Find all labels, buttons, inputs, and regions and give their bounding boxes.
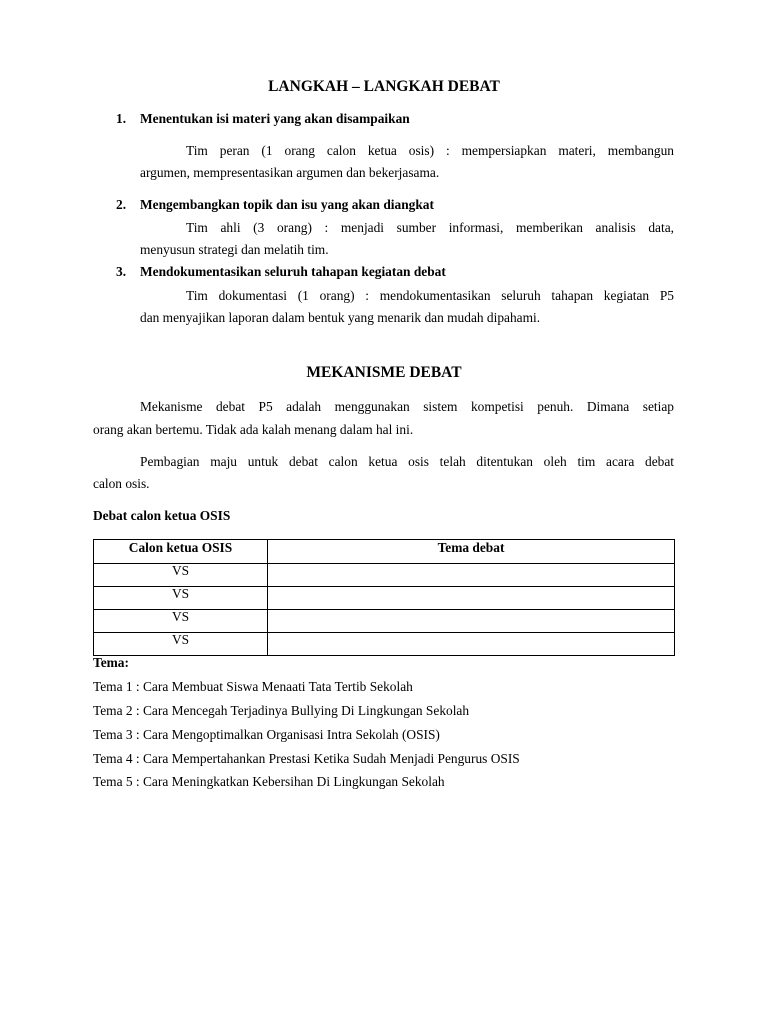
step-3-number: 3. bbox=[116, 264, 127, 279]
candidate-cell: VS bbox=[94, 587, 268, 610]
table-header-row bbox=[94, 540, 675, 564]
step-2-text-line1: Tim ahli (3 orang) : menjadi sumber informasi, memberikan analisis data, bbox=[186, 220, 674, 235]
step-2-number: 2. bbox=[116, 197, 127, 212]
theme-item-1: Tema 1 : Cara Membuat Siswa Menaati Tata Tertib Sekolah bbox=[93, 679, 413, 694]
mechanism-paragraph-2-line1: Pembagian maju untuk debat calon ketua osis telah ditentukan oleh tim acara debat bbox=[140, 454, 674, 469]
step-2-text-line2: menyusun strategi dan melatih tim. bbox=[140, 242, 329, 257]
candidate-cell: VS bbox=[94, 610, 268, 633]
step-1-text-line1: Tim peran (1 orang calon ketua osis) : mempersiapkan materi, membangun bbox=[186, 143, 674, 158]
mechanism-paragraph-2-line2: calon osis. bbox=[93, 476, 150, 491]
step-2-title: Mengembangkan topik dan isu yang akan diangkat bbox=[140, 197, 434, 212]
table-caption: Debat calon ketua OSIS bbox=[93, 508, 231, 523]
themes-label: Tema: bbox=[93, 655, 129, 670]
mechanism-paragraph-1-line2: orang akan bertemu. Tidak ada kalah menang dalam hal ini. bbox=[93, 422, 414, 437]
table-row bbox=[94, 610, 675, 633]
steps-heading: LANGKAH – LANGKAH DEBAT bbox=[268, 78, 500, 95]
table-row bbox=[94, 564, 675, 587]
step-1-title: Menentukan isi materi yang akan disampaikan bbox=[140, 111, 410, 126]
candidate-cell: VS bbox=[94, 564, 268, 587]
theme-item-2: Tema 2 : Cara Mencegah Terjadinya Bullying Di Lingkungan Sekolah bbox=[93, 703, 470, 718]
theme-cell bbox=[268, 587, 675, 610]
theme-cell bbox=[268, 633, 675, 656]
step-3-text-line1: Tim dokumentasi (1 orang) : mendokumentasikan seluruh tahapan kegiatan P5 bbox=[186, 288, 674, 303]
step-3-title: Mendokumentasikan seluruh tahapan kegiatan debat bbox=[140, 264, 446, 279]
theme-cell bbox=[268, 610, 675, 633]
debate-table bbox=[93, 539, 675, 656]
mechanism-paragraph-1-line1: Mekanisme debat P5 adalah menggunakan sistem kompetisi penuh. Dimana setiap bbox=[140, 399, 674, 414]
theme-cell bbox=[268, 564, 675, 587]
column-header-theme: Tema debat bbox=[268, 540, 675, 564]
column-header-candidate: Calon ketua OSIS bbox=[94, 540, 268, 564]
step-1-number: 1. bbox=[116, 111, 127, 126]
mechanism-heading: MEKANISME DEBAT bbox=[306, 364, 462, 381]
candidate-cell: VS bbox=[94, 633, 268, 656]
table-row bbox=[94, 633, 675, 656]
theme-item-4: Tema 4 : Cara Mempertahankan Prestasi Ketika Sudah Menjadi Pengurus OSIS bbox=[93, 751, 520, 766]
theme-item-3: Tema 3 : Cara Mengoptimalkan Organisasi Intra Sekolah (OSIS) bbox=[93, 727, 440, 742]
step-1-text-line2: argumen, mempresentasikan argumen dan bekerjasama. bbox=[140, 165, 440, 180]
theme-item-5: Tema 5 : Cara Meningkatkan Kebersihan Di Lingkungan Sekolah bbox=[93, 774, 445, 789]
step-3-text-line2: dan menyajikan laporan dalam bentuk yang menarik dan mudah dipahami. bbox=[140, 310, 541, 325]
table-row bbox=[94, 587, 675, 610]
